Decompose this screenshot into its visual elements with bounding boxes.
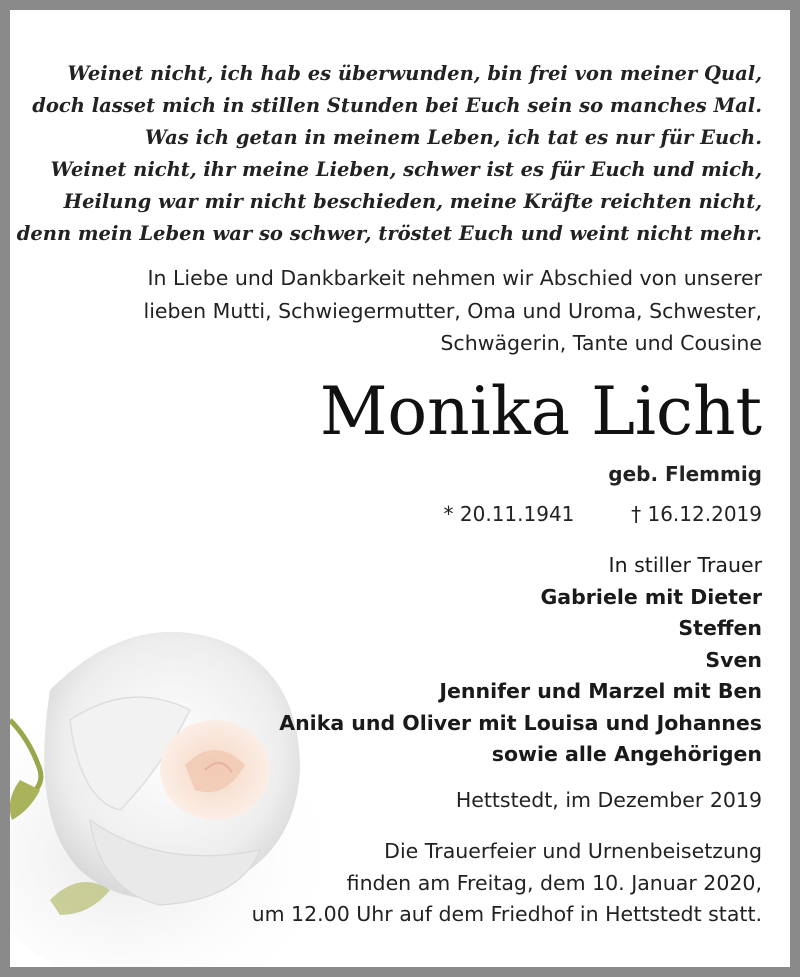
poem-line: Was ich getan in meinem Leben, ich tat es nur für Euch. xyxy=(144,126,762,149)
life-dates xyxy=(444,502,762,526)
funeral-line: Die Trauerfeier und Urnenbeisetzung xyxy=(384,839,762,863)
place-date: Hettstedt, im Dezember 2019 xyxy=(455,788,762,812)
deceased-name: Monika Licht xyxy=(319,373,762,450)
poem-line: doch lasset mich in stillen Stunden bei Euch sein so manches Mal. xyxy=(32,94,762,117)
intro-line: lieben Mutti, Schwiegermutter, Oma und Uroma, Schwester, xyxy=(143,298,762,323)
mourner-name: sowie alle Angehörigen xyxy=(491,742,762,766)
poem-line: Weinet nicht, ich hab es überwunden, bin frei von meiner Qual, xyxy=(67,62,762,85)
mourners xyxy=(279,550,762,771)
mourner-name: Jennifer und Marzel mit Ben xyxy=(439,679,762,703)
funeral-info xyxy=(252,836,762,931)
poem-line: denn mein Leben war so schwer, tröstet Euch und weint nicht mehr. xyxy=(16,222,762,245)
birth-date: * 20.11.1941 xyxy=(443,502,575,526)
funeral-line: finden am Freitag, dem 10. Januar 2020, xyxy=(346,870,762,895)
mourners-heading: In stiller Trauer xyxy=(608,553,762,577)
obituary-card xyxy=(10,10,790,967)
mourner-name: Sven xyxy=(705,647,762,672)
intro-text xyxy=(144,262,763,360)
poem-line: Weinet nicht, ihr meine Lieben, schwer ist es für Euch und mich, xyxy=(50,158,762,181)
poem xyxy=(17,58,762,250)
death-date: † 16.12.2019 xyxy=(631,502,762,526)
poem-line: Heilung war mir nicht beschieden, meine Kräfte reichten nicht, xyxy=(63,190,762,213)
mourner-name: Anika und Oliver mit Louisa und Johannes xyxy=(279,710,762,735)
intro-line: Schwägerin, Tante und Cousine xyxy=(440,331,762,355)
mourner-name: Gabriele mit Dieter xyxy=(540,584,762,609)
funeral-line: um 12.00 Uhr auf dem Friedhof in Hettstedt statt. xyxy=(251,902,762,926)
mourner-name: Steffen xyxy=(678,616,762,640)
intro-line: In Liebe und Dankbarkeit nehmen wir Abschied von unserer xyxy=(147,266,762,290)
birth-name: geb. Flemmig xyxy=(608,462,762,486)
